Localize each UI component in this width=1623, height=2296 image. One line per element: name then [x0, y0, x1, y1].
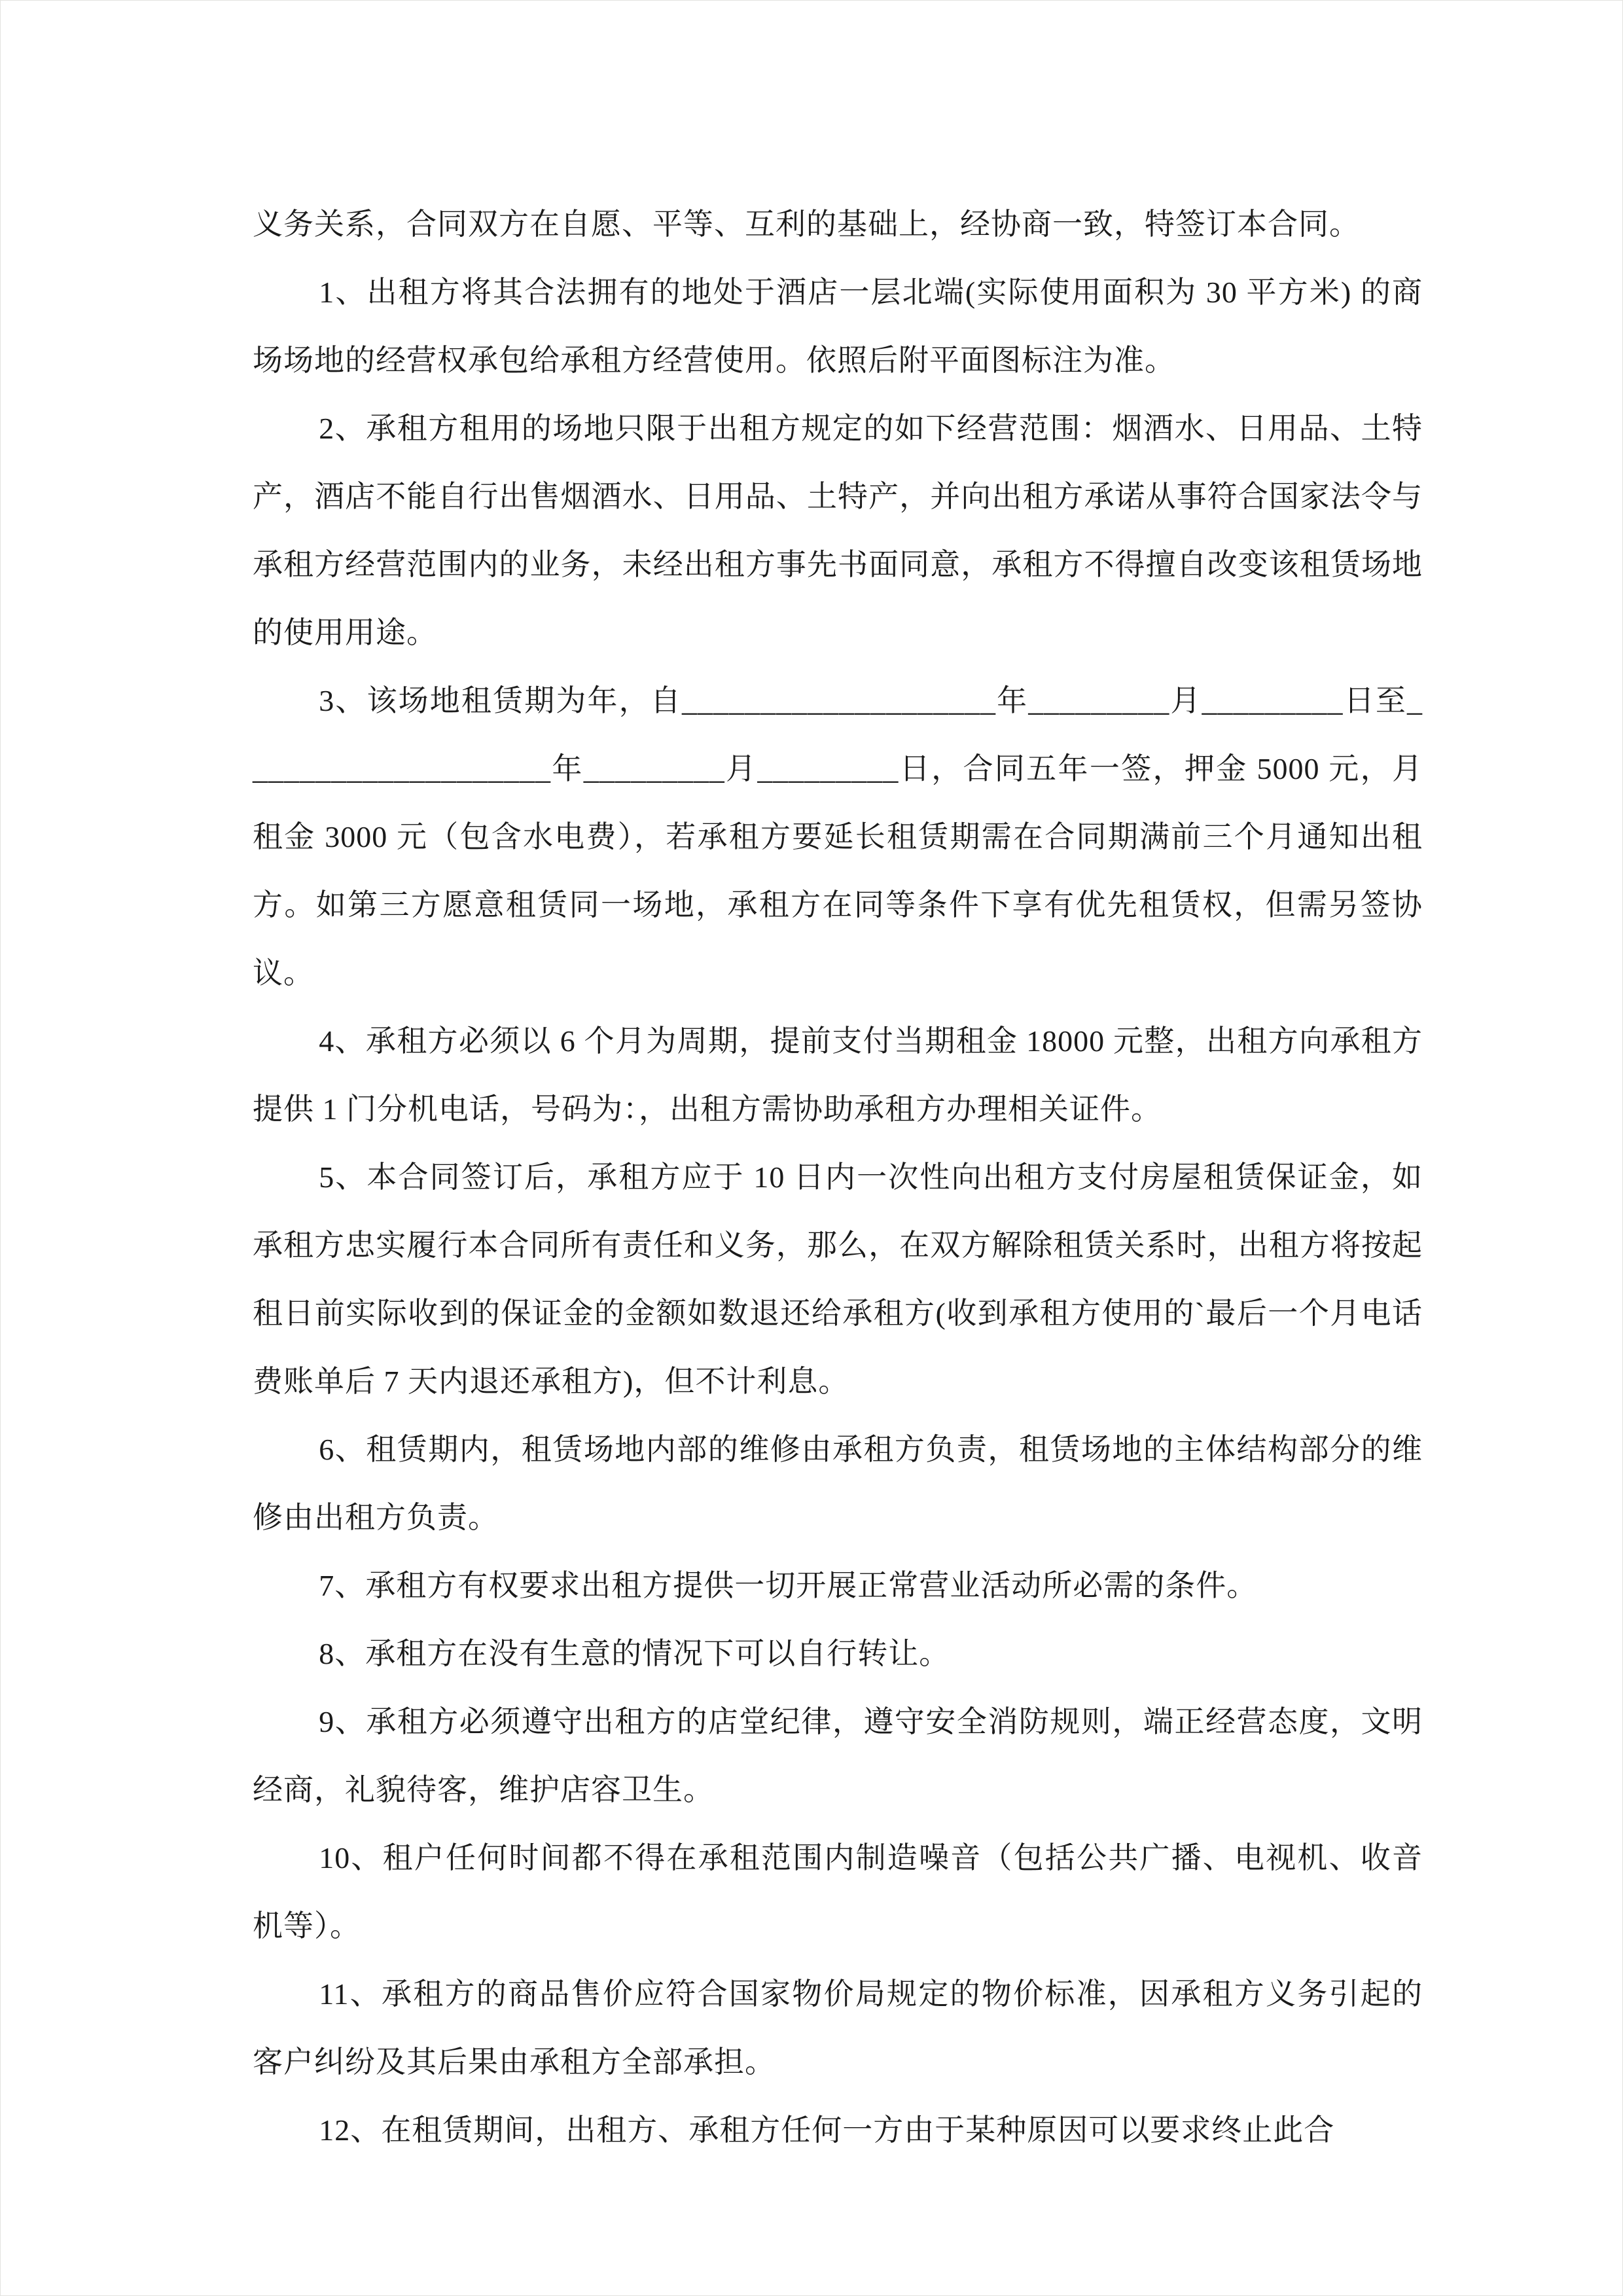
contract-clause-10: 10、租户任何时间都不得在承租范围内制造噪音（包括公共广播、电视机、收音机等）。 [253, 1841, 1423, 1943]
contract-clause-4: 4、承租方必须以 6 个月为周期，提前支付当期租金 18000 元整，出租方向承租方提供 1 门分机电话，号码为：，出租方需协助承租方办理相关证件。 [253, 1024, 1423, 1126]
contract-clause-5: 5、本合同签订后，承租方应于 10 日内一次性向出租方支付房屋租赁保证金，如承租方忠实履行本合同所有责任和义务，那么，在双方解除租赁关系时，出租方将按起租日前实际收到的保证金的金额如数退还给承租方(收到承租方使用的`最后一个月电话费账单后 7 天内退还承租方)，但不计利息。 [253, 1160, 1423, 1398]
contract-clause-12: 12、在租赁期间，出租方、承租方任何一方由于某种原因可以要求终止此合 [319, 2113, 1335, 2147]
contract-clause-8: 8、承租方在没有生意的情况下可以自行转让。 [319, 1637, 950, 1670]
contract-body [253, 190, 1423, 2164]
contract-clause-7: 7、承租方有权要求出租方提供一切开展正常营业活动所必需的条件。 [319, 1569, 1258, 1602]
contract-clause-1: 1、出租方将其合法拥有的地处于酒店一层北端(实际使用面积为 30 平方米) 的商场场地的经营权承包给承租方经营使用。依照后附平面图标注为准。 [253, 276, 1423, 377]
contract-clause-2: 2、承租方租用的场地只限于出租方规定的如下经营范围：烟酒水、日用品、土特产，酒店不能自行出售烟酒水、日用品、土特产，并向出租方承诺从事符合国家法令与承租方经营范围内的业务，未经出租方事先书面同意，承租方不得擅自改变该租赁场地的使用用途。 [253, 412, 1423, 649]
contract-clause-11: 11、承租方的商品售价应符合国家物价局规定的物价标准，因承租方义务引起的客户纠纷及其后果由承租方全部承担。 [253, 1977, 1423, 2079]
contract-clause-3: 3、该场地租赁期为年，自____________________年_________月_________日至____________________年_________月_________日，合同五年一签，押金 5000 元，月租金 3000 元（包含水电费），若承租方要延长租赁期需在合同期满前三个月通知出租方。如第三方愿意租赁同一场地，承租方在同等条件下享有优先租赁权，但需另签协议。 [253, 684, 1423, 990]
contract-clause-6: 6、租赁期内，租赁场地内部的维修由承租方负责，租赁场地的主体结构部分的维修由出租方负责。 [253, 1433, 1423, 1534]
contract-paragraph-continuation: 义务关系，合同双方在自愿、平等、互利的基础上，经协商一致，特签订本合同。 [253, 207, 1360, 241]
contract-clause-9: 9、承租方必须遵守出租方的店堂纪律，遵守安全消防规则，端正经营态度，文明经商，礼貌待客，维护店容卫生。 [253, 1705, 1423, 1806]
